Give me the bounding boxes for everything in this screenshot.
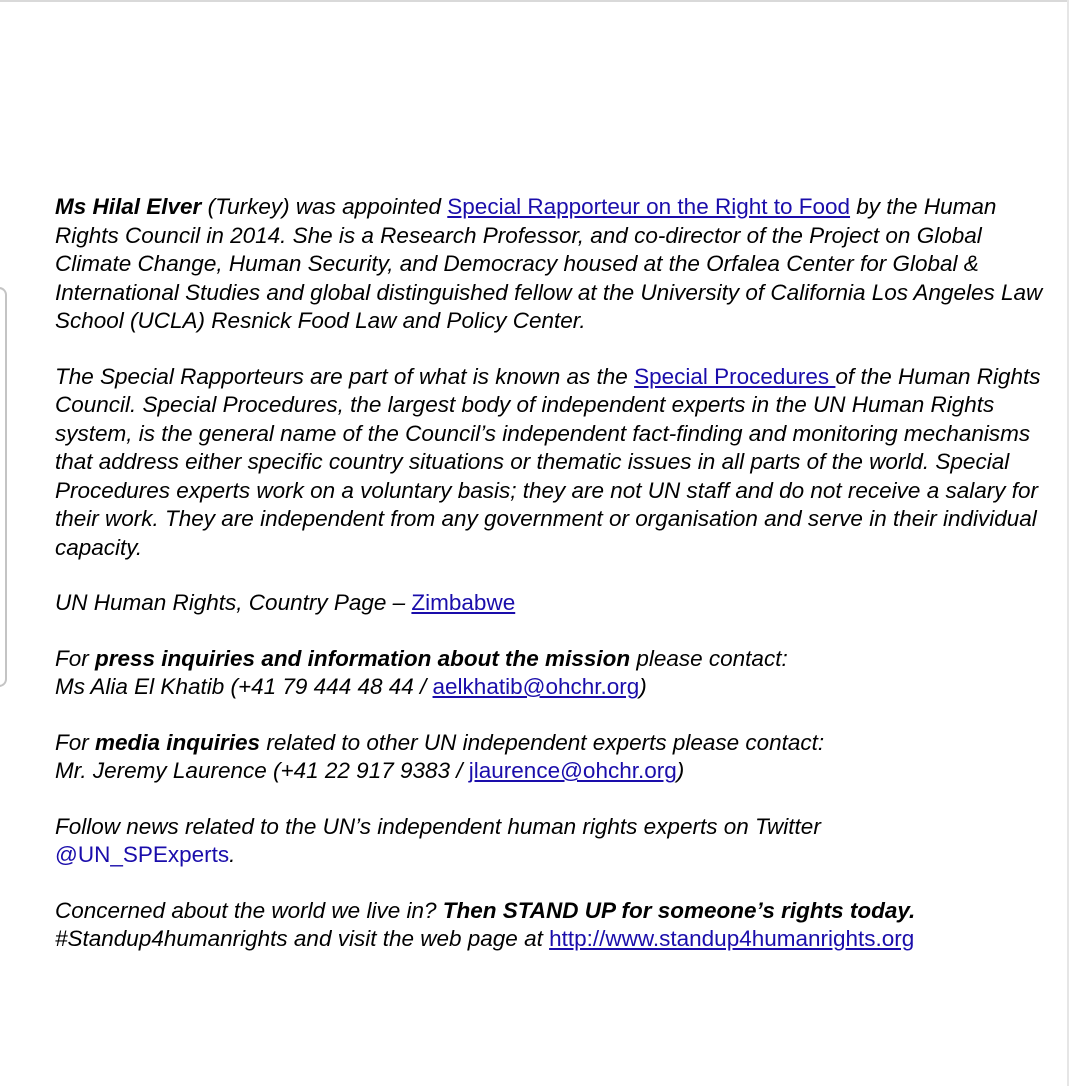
standup-question: Concerned about the world we live in?: [55, 897, 443, 923]
press-email-link[interactable]: aelkhatib@ohchr.org: [432, 674, 640, 699]
media-after-text: related to other UN independent experts please contact:: [260, 729, 825, 755]
press-contact-prefix: Ms Alia El Khatib (+41 79 444 48 44 /: [55, 674, 433, 699]
special-procedures-intro: The Special Rapporteurs are part of what is known as the: [55, 363, 635, 389]
media-inquiries-bold: media inquiries: [95, 729, 261, 755]
special-procedures-paragraph: [55, 363, 1055, 563]
twitter-paragraph: [55, 813, 1055, 870]
expert-name: Ms Hilal Elver: [55, 194, 202, 219]
standup-hashtag-text: #Standup4humanrights and visit the web page at: [55, 926, 550, 951]
standup-bold: Then STAND UP for someone’s rights today.: [442, 897, 916, 923]
document-body: [55, 193, 1055, 981]
bio-rest-text: by the Human Rights Council in 2014. She is a Research Professor, and co-director of the Project on Global Climate Change, Human Security, and Democracy housed at the Orfalea Center for Global & International Studies and global distinguished fellow at the University of California Los Angeles Law School (UCLA) Resnick Food Law and Policy Center.: [55, 194, 1043, 333]
country-page-text: UN Human Rights, Country Page –: [55, 590, 412, 615]
media-for-text: For: [55, 729, 96, 755]
standup-url-link[interactable]: http://www.standup4humanrights.org: [549, 926, 915, 951]
special-rapporteur-link[interactable]: Special Rapporteur on the Right to Food: [447, 194, 851, 219]
press-contact-suffix: ): [639, 674, 647, 699]
twitter-period: .: [229, 842, 236, 867]
media-contact-prefix: Mr. Jeremy Laurence (+41 22 917 9383 /: [55, 758, 469, 783]
special-procedures-link[interactable]: Special Procedures: [634, 363, 836, 389]
media-contact-paragraph: [55, 729, 1055, 786]
bio-paragraph: [55, 193, 1055, 336]
zimbabwe-link[interactable]: Zimbabwe: [411, 590, 516, 615]
press-for-text: For: [55, 645, 96, 671]
top-border: [0, 0, 1069, 2]
twitter-handle-link[interactable]: @UN_SPExperts: [55, 842, 230, 867]
twitter-text: Follow news related to the UN’s independent human rights experts on Twitter: [55, 813, 821, 839]
press-contact-paragraph: [55, 645, 1055, 702]
country-page-paragraph: [55, 589, 1055, 618]
press-after-text: please contact:: [630, 645, 788, 671]
bio-country-text: (Turkey) was appointed: [201, 194, 448, 219]
press-inquiries-bold: press inquiries and information about the mission: [95, 645, 631, 671]
special-procedures-rest: of the Human Rights Council. Special Procedures, the largest body of independent experts in the UN Human Rights system, is the general name of the Council’s independent fact-finding and monitoring mechanisms that address either specific country situations or thematic issues in all parts of the world. Special Procedures experts work on a voluntary basis; they are not UN staff and do not receive a salary for their work. They are independent from any government or organisation and serve in their individual capacity.: [55, 363, 1041, 560]
media-contact-suffix: ): [676, 758, 685, 783]
media-email-link[interactable]: jlaurence@ohchr.org: [468, 758, 677, 783]
standup-paragraph: [55, 897, 1055, 954]
side-drawer-handle[interactable]: [0, 287, 7, 687]
